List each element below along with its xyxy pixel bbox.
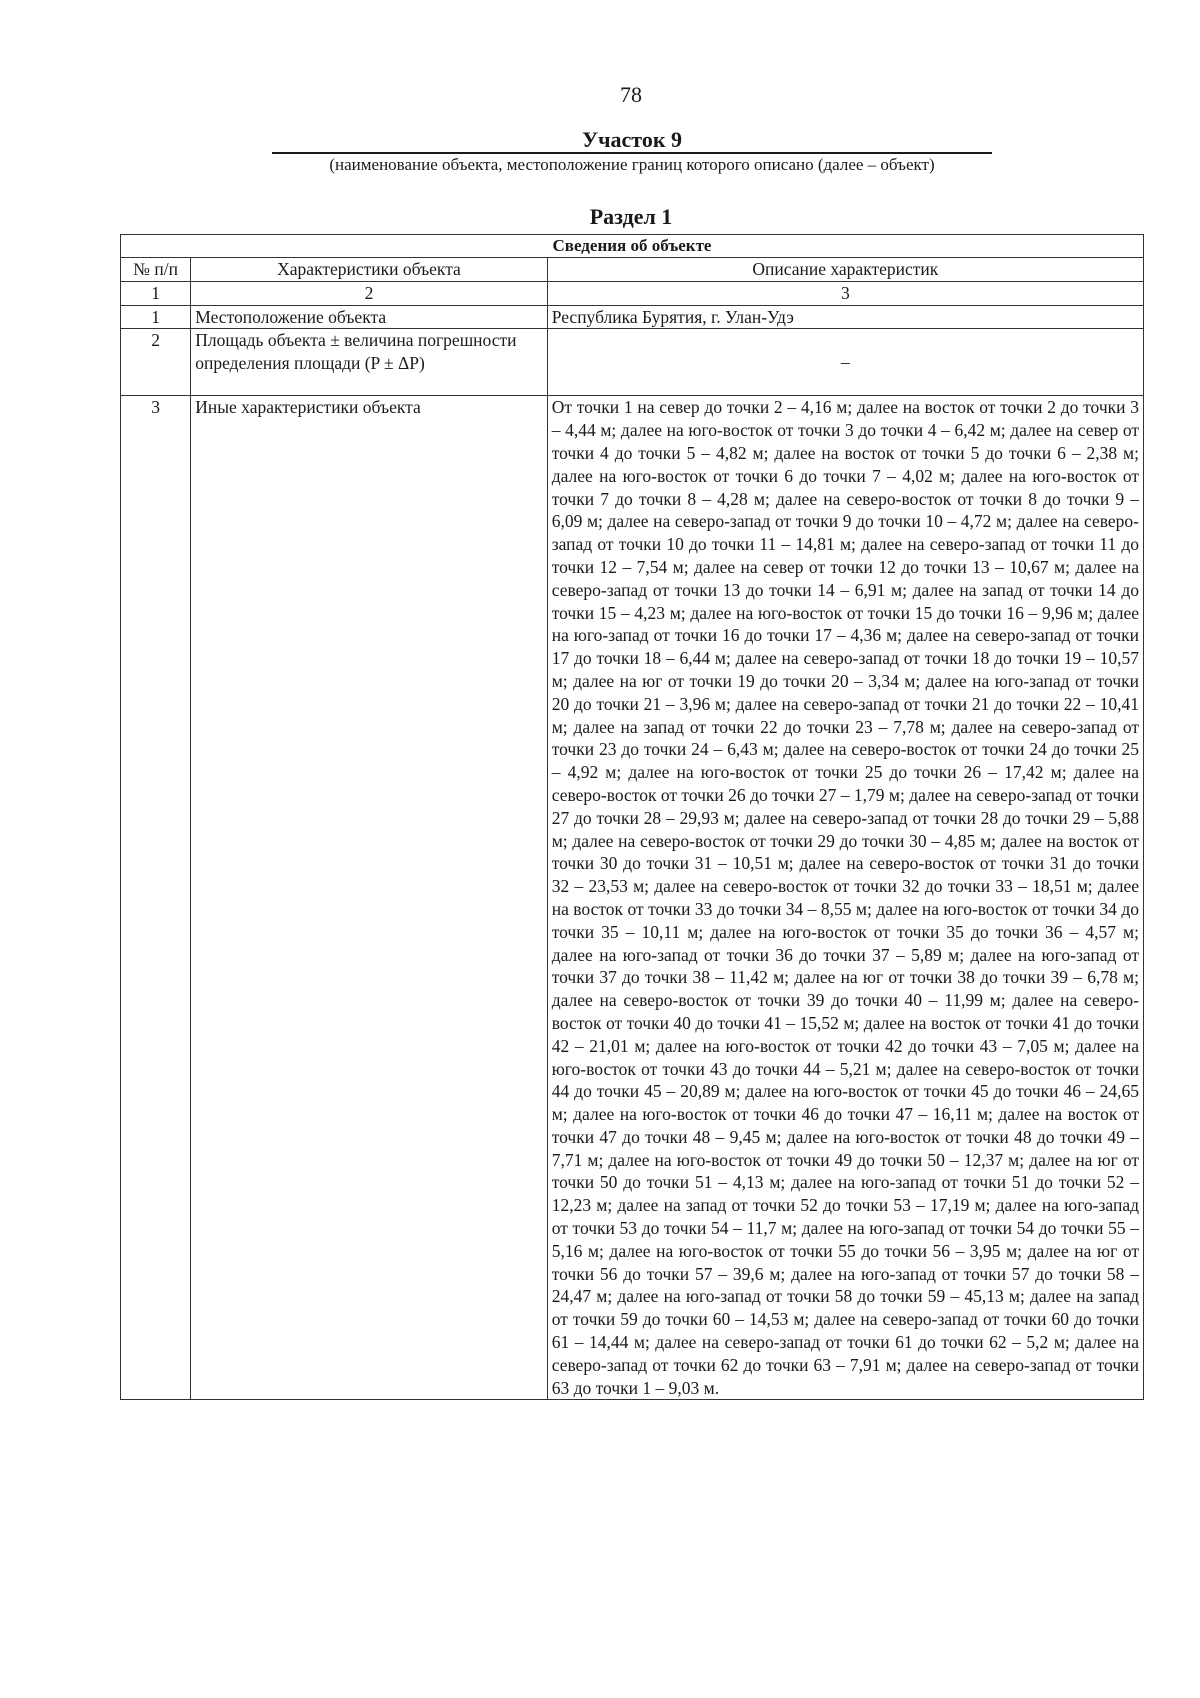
row-description: – [547, 329, 1143, 396]
column-number-1: 1 [121, 281, 191, 305]
column-number-2: 2 [191, 281, 547, 305]
table-row [121, 305, 1144, 329]
row-characteristic: Местоположение объекта [191, 305, 547, 329]
row-description: От точки 1 на север до точки 2 – 4,16 м; далее на восток от точки 2 до точки 3 – 4,44 м; далее на юго-восток от точки 3 до точки 4 – 6,42 м; далее на север от точки 4 до точки 5 – 4,82 м; далее на восток от точки 5 до точки 6 – 2,38 м; далее на юго-восток от точки 6 до точки 7 – 4,02 м; далее на юго-восток от точки 7 до точки 8 – 4,28 м; далее на северо-восток от точки 8 до точки 9 – 6,09 м; далее на северо-запад от точки 9 до точки 10 – 4,72 м; далее на северо-запад от точки 10 до точки 11 – 14,81 м; далее на северо-запад от точки 11 до точки 12 – 7,54 м; далее на север от точки 12 до точки 13 – 10,67 м; далее на северо-запад от точки 13 до точки 14 – 6,91 м; далее на запад от точки 14 до точки 15 – 4,23 м; далее на юго-восток от точки 15 до точки 16 – 9,96 м; далее на юго-запад от точки 16 до точки 17 – 4,36 м; далее на северо-запад от точки 17 до точки 18 – 6,44 м; далее на северо-запад от точки 18 до точки 19 – 10,57 м; далее на юг от точки 19 до точки 20 – 3,34 м; далее на юго-запад от точки 20 до точки 21 – 3,96 м; далее на северо-запад от точки 21 до точки 22 – 10,41 м; далее на запад от точки 22 до точки 23 – 7,78 м; далее на северо-запад от точки 23 до точки 24 – 6,43 м; далее на северо-восток от точки 24 до точки 25 – 4,92 м; далее на юго-восток от точки 25 до точки 26 – 17,42 м; далее на северо-восток от точки 26 до точки 27 – 1,79 м; далее на северо-запад от точки 27 до точки 28 – 29,93 м; далее на северо-запад от точки 28 до точки 29 – 5,88 м; далее на северо-восток от точки 29 до точки 30 – 4,85 м; далее на восток от точки 30 до точки 31 – 10,51 м; далее на северо-восток от точки 31 до точки 32 – 23,53 м; далее на северо-восток от точки 32 до точки 33 – 18,51 м; далее на восток от точки 33 до точки 34 – 8,55 м; далее на юго-восток от точки 34 до точки 35 – 10,11 м; далее на юго-восток от точки 35 до точки 36 – 4,57 м; далее на юго-запад от точки 36 до точки 37 – 5,89 м; далее на юго-запад от точки 37 до точки 38 – 11,42 м; далее на юг от точки 38 до точки 39 – 6,78 м; далее на северо-восток от точки 39 до точки 40 – 11,99 м; далее на северо-восток от точки 40 до точки 41 – 15,52 м; далее на восток от точки 41 до точки 42 – 21,01 м; далее на юго-восток от точки 42 до точки 43 – 7,05 м; далее на юго-восток от точки 43 до точки 44 – 5,21 м; далее на северо-восток от точки 44 до точки 45 – 20,89 м; далее на юго-восток от точки 45 до точки 46 – 24,65 м; далее на юго-восток от точки 46 до точки 47 – 16,11 м; далее на восток от точки 47 до точки 48 – 9,45 м; далее на юго-восток от точки 48 до точки 49 – 7,71 м; далее на юго-восток от точки 49 до точки 50 – 12,37 м; далее на юг от точки 50 до точки 51 – 4,13 м; далее на юго-запад от точки 51 до точки 52 – 12,23 м; далее на запад от точки 52 до точки 53 – 17,19 м; далее на юго-запад от точки 53 до точки 54 – 11,7 м; далее на юго-запад от точки 54 до точки 55 – 5,16 м; далее на юго-восток от точки 55 до точки 56 – 3,95 м; далее на юг от точки 56 до точки 57 – 39,6 м; далее на юго-запад от точки 57 до точки 58 – 24,47 м; далее на юго-запад от точки 58 до точки 59 – 45,13 м; далее на запад от точки 59 до точки 60 – 14,53 м; далее на северо-запад от точки 60 до точки 61 – 14,44 м; далее на северо-запад от точки 61 до точки 62 – 5,2 м; далее на северо-запад от точки 62 до точки 63 – 7,91 м; далее на северо-запад от точки 63 до точки 1 – 9,03 м. [547, 396, 1143, 1400]
object-info-table [120, 234, 1144, 1400]
title-block [272, 128, 992, 176]
header-number: № п/п [121, 258, 191, 282]
table-caption-row [121, 235, 1144, 258]
table-caption: Сведения об объекте [121, 235, 1144, 258]
page-number: 78 [620, 82, 642, 107]
row-number: 3 [121, 396, 191, 1400]
header-characteristic: Характеристики объекта [191, 258, 547, 282]
document-title: Участок 9 [272, 128, 992, 154]
row-description: Республика Бурятия, г. Улан-Удэ [547, 305, 1143, 329]
column-numbers-row [121, 281, 1144, 305]
document-subtitle: (наименование объекта, местоположение границ которого описано (далее – объект) [329, 155, 935, 174]
table-row [121, 329, 1144, 396]
column-number-3: 3 [547, 281, 1143, 305]
row-number: 2 [121, 329, 191, 396]
table-row [121, 396, 1144, 1400]
row-characteristic: Площадь объекта ± величина погрешности определения площади (P ± ΔP) [191, 329, 547, 396]
table-header-row [121, 258, 1144, 282]
row-number: 1 [121, 305, 191, 329]
section-title: Раздел 1 [589, 204, 673, 229]
header-description: Описание характеристик [547, 258, 1143, 282]
row-characteristic: Иные характеристики объекта [191, 396, 547, 1400]
